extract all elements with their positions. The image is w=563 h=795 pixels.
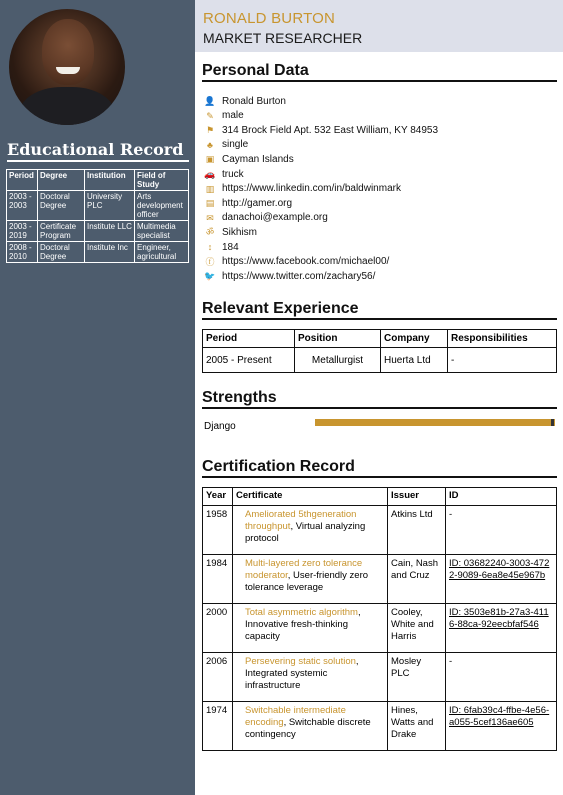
personal-data-item	[204, 182, 401, 196]
education-degree: Doctoral Degree	[38, 242, 85, 263]
certification-issuer: Cooley, White and Harris	[388, 604, 446, 653]
education-header-period: Period	[7, 170, 38, 191]
education-header-field: Field of Study	[135, 170, 189, 191]
personal-data-text: 184	[222, 241, 239, 253]
certification-row	[203, 555, 557, 604]
certification-year: 1974	[203, 702, 233, 751]
experience-position: Metallurgist	[295, 348, 381, 373]
personal-data-item	[204, 94, 286, 108]
personal-data-item	[204, 225, 257, 239]
personal-data-text: Sikhism	[222, 226, 258, 238]
education-period: 2008 - 2010	[7, 242, 38, 263]
certificate-description: , Switchable discrete contingency	[245, 717, 371, 740]
certification-issuer: Hines, Watts and Drake	[388, 702, 446, 751]
certification-certificate	[233, 653, 388, 702]
certification-id: ID: 3503e81b-27a3-4116-88ca-92eecbfaf546	[446, 604, 557, 653]
personal-data-item	[204, 109, 244, 123]
certification-header-row	[203, 488, 557, 506]
experience-header-company: Company	[381, 330, 448, 348]
certification-row	[203, 604, 557, 653]
sidebar	[0, 0, 195, 795]
certification-rule	[202, 476, 557, 478]
certificate-description: , Innovative fresh-thinking capacity	[245, 607, 361, 642]
personal-data-text: https://www.linkedin.com/in/baldwinmark	[222, 183, 401, 195]
certification-table	[202, 487, 557, 751]
certificate-name: Total asymmetric algorithm	[245, 607, 358, 618]
avatar-shirt	[19, 87, 115, 125]
personal-data-item	[204, 211, 328, 225]
skill-bar-fill	[315, 419, 555, 426]
personal-data-rule	[202, 80, 557, 82]
education-degree: Doctoral Degree	[38, 191, 85, 221]
certificate-description: , Virtual analyzing protocol	[245, 521, 366, 544]
header-band	[195, 0, 563, 52]
personal-data-text: http://gamer.org	[222, 197, 293, 209]
certificate-name: Ameliorated 5thgeneration throughput	[245, 509, 357, 532]
experience-rule	[202, 318, 557, 320]
personal-data-text: Cayman Islands	[222, 153, 294, 165]
gender-icon: ✎	[206, 110, 214, 121]
education-row	[7, 191, 189, 221]
nationality-icon: ▣	[205, 154, 215, 165]
personal-data-item	[204, 269, 375, 283]
personal-data-item	[204, 152, 294, 166]
experience-header-period: Period	[203, 330, 295, 348]
religion-icon: ॐ	[205, 227, 215, 238]
person-icon: 👤	[204, 96, 216, 106]
avatar-smile	[56, 67, 80, 74]
facebook-icon: ⓕ	[205, 256, 215, 267]
education-field: Multimedia specialist	[135, 221, 189, 242]
education-row	[7, 242, 189, 263]
certification-certificate	[233, 702, 388, 751]
personal-data-text: male	[222, 110, 244, 122]
avatar-face	[42, 19, 94, 85]
personal-data-item	[204, 196, 292, 210]
experience-period: 2005 - Present	[203, 348, 295, 373]
certificate-description: , Integrated systemic infrastructure	[245, 656, 359, 691]
certification-certificate	[233, 604, 388, 653]
skill-bar-end	[551, 419, 554, 426]
personal-data-text: Ronald Burton	[222, 95, 286, 107]
education-title: Educational Record	[7, 140, 184, 159]
strengths-title: Strengths	[202, 389, 277, 406]
education-institution: Institute LLC	[85, 221, 135, 242]
certification-year: 2000	[203, 604, 233, 653]
certification-header-issuer: Issuer	[388, 488, 446, 506]
education-field: Arts development officer	[135, 191, 189, 221]
certificate-name: Switchable intermediate encoding	[245, 705, 346, 728]
certification-id: -	[446, 653, 557, 702]
personal-data-text: https://www.facebook.com/michael00/	[222, 256, 390, 268]
personal-data-title: Personal Data	[202, 62, 309, 79]
personal-data-text: danachoi@example.org	[222, 212, 328, 224]
education-row	[7, 221, 189, 242]
personal-data-item	[204, 255, 389, 269]
personal-data-text: https://www.twitter.com/zachary56/	[222, 270, 376, 282]
certification-title: Certification Record	[202, 458, 355, 475]
email-icon: ✉	[206, 212, 214, 223]
certificate-name: Multi-layered zero tolerance moderator	[245, 558, 363, 581]
website-icon: ▤	[205, 198, 215, 209]
certification-header-id: ID	[446, 488, 557, 506]
personal-data-item	[204, 138, 248, 152]
certification-issuer: Atkins Ltd	[388, 506, 446, 555]
certification-certificate	[233, 506, 388, 555]
certification-id: ID: 6fab39c4-ffbe-4e56-a055-5cef136ae605	[446, 702, 557, 751]
education-header-degree: Degree	[38, 170, 85, 191]
personal-data-item	[204, 167, 244, 181]
certification-year: 1958	[203, 506, 233, 555]
education-period: 2003 - 2019	[7, 221, 38, 242]
education-rule	[7, 160, 189, 162]
education-institution: University PLC	[85, 191, 135, 221]
certification-id: -	[446, 506, 557, 555]
linkedin-icon: ▥	[205, 183, 215, 194]
education-table	[6, 169, 189, 263]
personal-data-item	[204, 123, 438, 137]
education-institution: Institute Inc	[85, 242, 135, 263]
certification-row	[203, 506, 557, 555]
certificate-description: , User-friendly zero tolerance leverage	[245, 570, 369, 593]
certification-id: ID: 03682240-3003-4722-9089-6ea8e45e967b	[446, 555, 557, 604]
personal-data-text: single	[222, 139, 249, 151]
education-period: 2003 - 2003	[7, 191, 38, 221]
person-name: RONALD BURTON	[203, 10, 336, 27]
education-degree: Certificate Program	[38, 221, 85, 242]
personal-data-item	[204, 240, 239, 254]
education-header-institution: Institution	[85, 170, 135, 191]
certification-issuer: Cain, Nash and Cruz	[388, 555, 446, 604]
job-title: MARKET RESEARCHER	[203, 30, 363, 46]
personal-data-text: truck	[222, 168, 244, 180]
address-icon: ⚑	[205, 125, 215, 136]
education-header-row	[7, 170, 189, 191]
certificate-name: Persevering static solution	[245, 656, 356, 667]
experience-company: Huerta Ltd	[381, 348, 448, 373]
experience-row	[203, 348, 557, 373]
skill-bar	[315, 419, 555, 426]
education-body	[7, 191, 189, 263]
education-field: Engineer, agricultural	[135, 242, 189, 263]
certification-row	[203, 653, 557, 702]
certification-header-certificate: Certificate	[233, 488, 388, 506]
height-icon: ↕	[207, 242, 213, 252]
certification-certificate	[233, 555, 388, 604]
skill-label: Django	[204, 421, 236, 432]
vehicle-icon: 🚗	[204, 169, 216, 179]
experience-header-row	[203, 330, 557, 348]
profile-photo	[9, 9, 125, 125]
certification-body	[203, 506, 557, 751]
certification-year: 1984	[203, 555, 233, 604]
certification-issuer: Mosley PLC	[388, 653, 446, 702]
experience-header-position: Position	[295, 330, 381, 348]
certification-header-year: Year	[203, 488, 233, 506]
experience-header-responsibilities: Responsibilities	[448, 330, 557, 348]
marital-icon: ♣	[207, 139, 213, 150]
personal-data-text: 314 Brock Field Apt. 532 East William, KY 84953	[222, 124, 439, 136]
experience-title: Relevant Experience	[202, 300, 359, 317]
twitter-icon: 🐦	[204, 271, 216, 282]
strengths-rule	[202, 407, 557, 409]
certification-year: 2006	[203, 653, 233, 702]
experience-table	[202, 329, 557, 373]
experience-responsibilities: -	[448, 348, 557, 373]
certification-row	[203, 702, 557, 751]
